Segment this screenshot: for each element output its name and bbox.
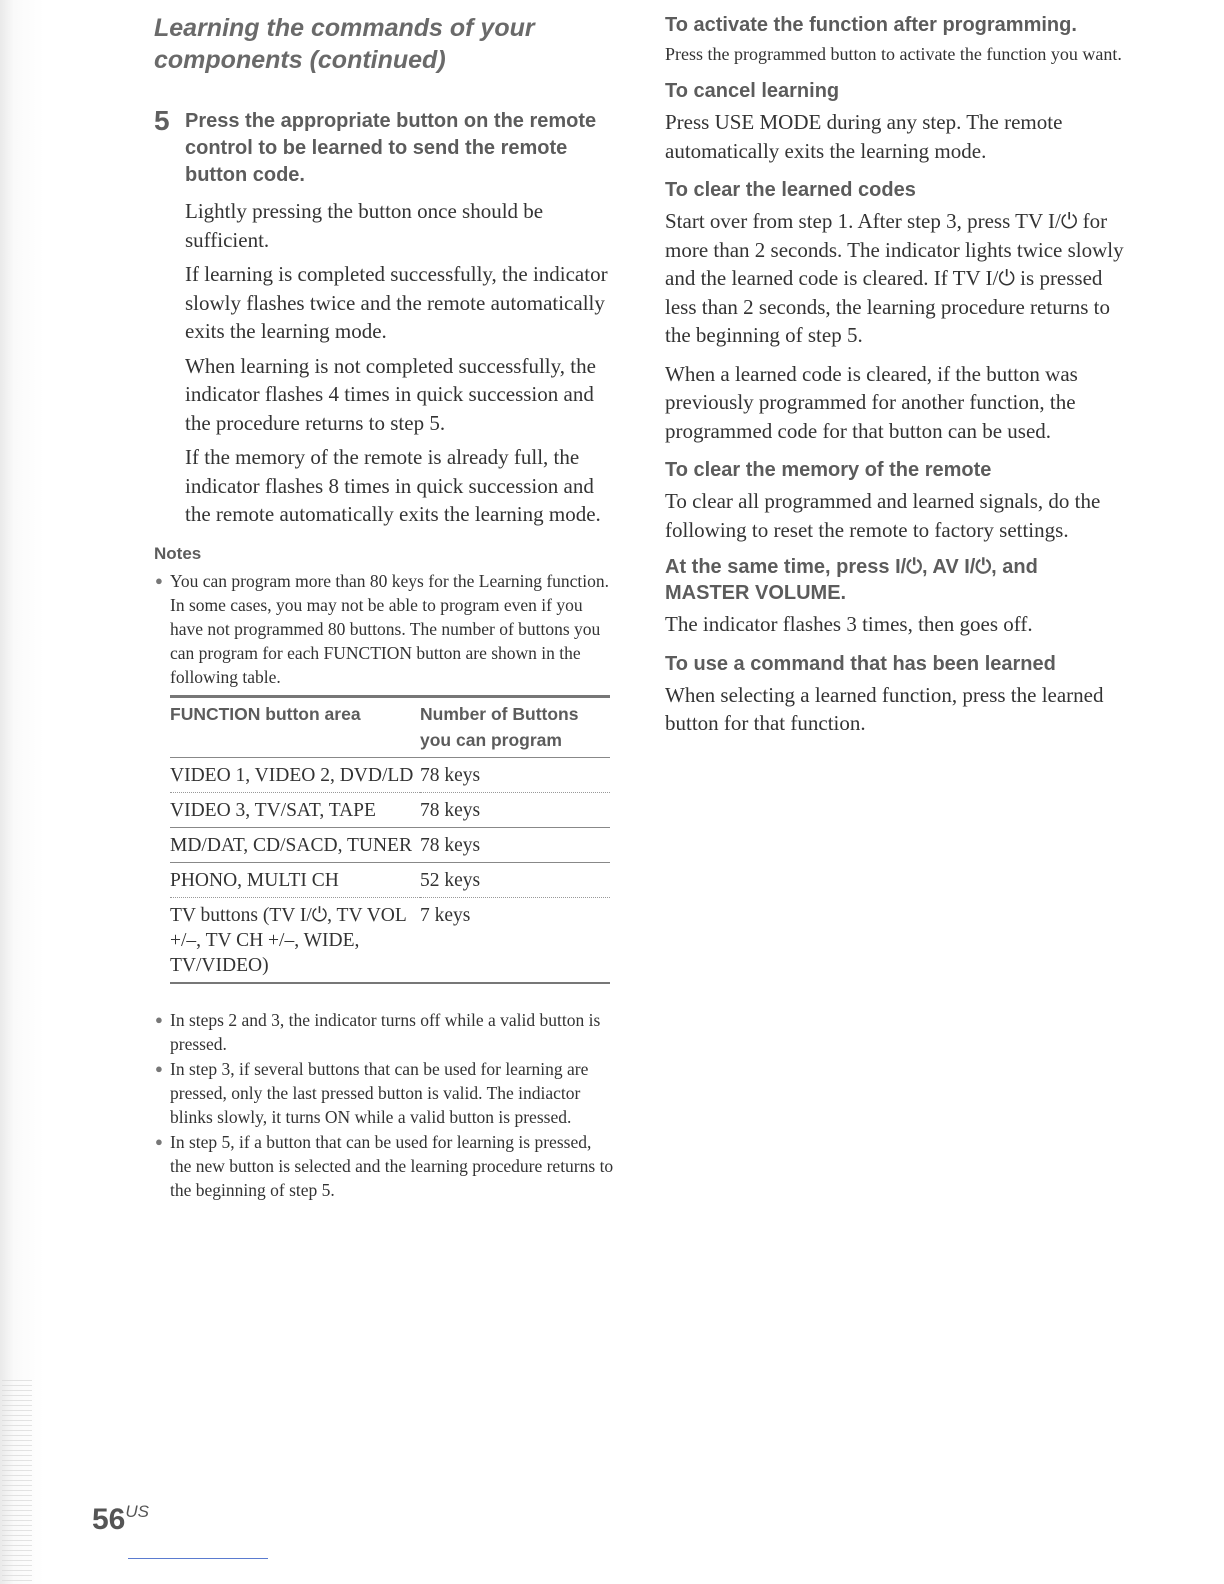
activate-heading: To activate the function after programming. xyxy=(665,14,1077,36)
activate-text: Press the programmed button to activate the function you want. xyxy=(665,44,1122,64)
note-item xyxy=(154,569,614,689)
left-column xyxy=(154,12,614,1203)
table-cell-area: MD/DAT, CD/SACD, TUNER xyxy=(170,827,420,862)
table-header-cell: FUNCTION button area xyxy=(170,696,420,757)
table-row xyxy=(170,757,610,792)
step-5-heading: Press the appropriate button on the remote control to be learned to send the remote button code. xyxy=(185,110,597,186)
clear-memory-text: To clear all programmed and learned signals, do the following to reset the remote to factory settings. xyxy=(665,489,1101,542)
clear-codes-section xyxy=(665,177,1125,445)
cancel-text: Press USE MODE during any step. The remote automatically exits the learning mode. xyxy=(665,110,1063,163)
use-command-section xyxy=(665,651,1125,738)
table-cell-count: 52 keys xyxy=(420,862,610,897)
clear-memory-instruction: At the same time, press I/⏻, AV I/⏻, and MASTER VOLUME. xyxy=(665,556,1038,604)
table-cell-area: VIDEO 3, TV/SAT, TAPE xyxy=(170,792,420,827)
page-number xyxy=(92,1502,149,1537)
table-header-cell: Number of Buttons you can program xyxy=(420,696,610,757)
use-command-text: When selecting a learned function, press the learned button for that function. xyxy=(665,682,1104,735)
table-cell-count: 78 keys xyxy=(420,792,610,827)
notes-title: Notes xyxy=(154,543,202,563)
right-column xyxy=(665,12,1125,750)
cancel-section xyxy=(665,78,1125,165)
cancel-heading: To cancel learning xyxy=(665,80,840,102)
step-number: 5 xyxy=(154,105,170,136)
step-5-paragraph: If the memory of the remote is already full, the indicator flashes 8 times in quick succession and the remote automatically exits the learning mode. xyxy=(185,445,601,526)
section-title-line-2: components (continued) xyxy=(154,46,446,74)
section-title xyxy=(154,12,614,76)
table-row xyxy=(170,792,610,827)
note-text: In step 5, if a button that can be used for learning is pressed, the new button is selected and the learning procedure returns to the beginning of step 5. xyxy=(170,1131,614,1200)
clear-memory-heading: To clear the memory of the remote xyxy=(665,459,992,481)
table-cell-area: TV buttons (TV I/⏻, TV VOL +/–, TV CH +/–, WIDE, TV/VIDEO) xyxy=(170,897,420,983)
clear-codes-paragraph: Start over from step 1. After step 3, press TV I/⏻ for more than 2 seconds. The indicator lights twice slowly and the learned code is cleared. If TV I/⏻ is pressed less than 2 seconds, the learning procedure returns to the beginning of step 5. xyxy=(665,209,1124,347)
note-item xyxy=(154,1057,614,1129)
table-cell-area: PHONO, MULTI CH xyxy=(170,862,420,897)
note-text: In steps 2 and 3, the indicator turns off while a valid button is pressed. xyxy=(170,1009,601,1054)
page-number-suffix: US xyxy=(125,1502,149,1521)
note-item xyxy=(154,1130,614,1202)
table-cell-count: 78 keys xyxy=(420,827,610,862)
function-button-table xyxy=(170,695,610,984)
step-5-paragraph: If learning is completed successfully, the indicator slowly flashes twice and the remote automatically exits the learning mode. xyxy=(185,262,608,343)
use-command-heading: To use a command that has been learned xyxy=(665,652,1056,675)
table-cell-count: 78 keys xyxy=(420,757,610,792)
activate-section xyxy=(665,12,1125,66)
step-5 xyxy=(154,105,614,529)
clear-memory-section xyxy=(665,457,1125,639)
table-row xyxy=(170,897,610,983)
bullet-icon: ● xyxy=(155,1060,163,1076)
bullet-icon: ● xyxy=(155,1011,163,1027)
table-cell-area: VIDEO 1, VIDEO 2, DVD/LD xyxy=(170,757,420,792)
bullet-icon: ● xyxy=(155,1133,163,1149)
bottom-rule xyxy=(128,1558,268,1559)
note-text: You can program more than 80 keys for the Learning function. In some cases, you may not be able to program even if you have not programmed 80 buttons. The number of buttons you can program for each FUNCTION button are shown in the following table. xyxy=(170,570,610,687)
page-number-value: 56 xyxy=(92,1503,126,1536)
step-5-paragraph: When learning is not completed successfully, the indicator flashes 4 times in quick succession and the procedure returns to step 5. xyxy=(185,353,596,435)
table-cell-count: 7 keys xyxy=(420,897,610,983)
bullet-icon: ● xyxy=(155,572,163,588)
table-header-row xyxy=(170,696,610,757)
table-row xyxy=(170,827,610,862)
note-text: In step 3, if several buttons that can be used for learning are pressed, only the last pressed button is valid. The indiactor blinks slowly, it turns ON while a valid button is pressed. xyxy=(170,1058,589,1127)
step-5-paragraph: Lightly pressing the button once should be sufficient. xyxy=(185,199,544,252)
scan-edge-shadow xyxy=(0,0,44,1584)
additional-notes xyxy=(154,1008,614,1202)
table-row xyxy=(170,862,610,897)
note-item xyxy=(154,1008,614,1056)
clear-codes-heading: To clear the learned codes xyxy=(665,179,916,201)
clear-codes-paragraph: When a learned code is cleared, if the button was previously programmed for another function, the programmed code for that button can be used. xyxy=(665,361,1078,443)
section-title-line-1: Learning the commands of your xyxy=(154,14,535,42)
clear-memory-result: The indicator flashes 3 times, then goes off. xyxy=(665,612,1033,636)
